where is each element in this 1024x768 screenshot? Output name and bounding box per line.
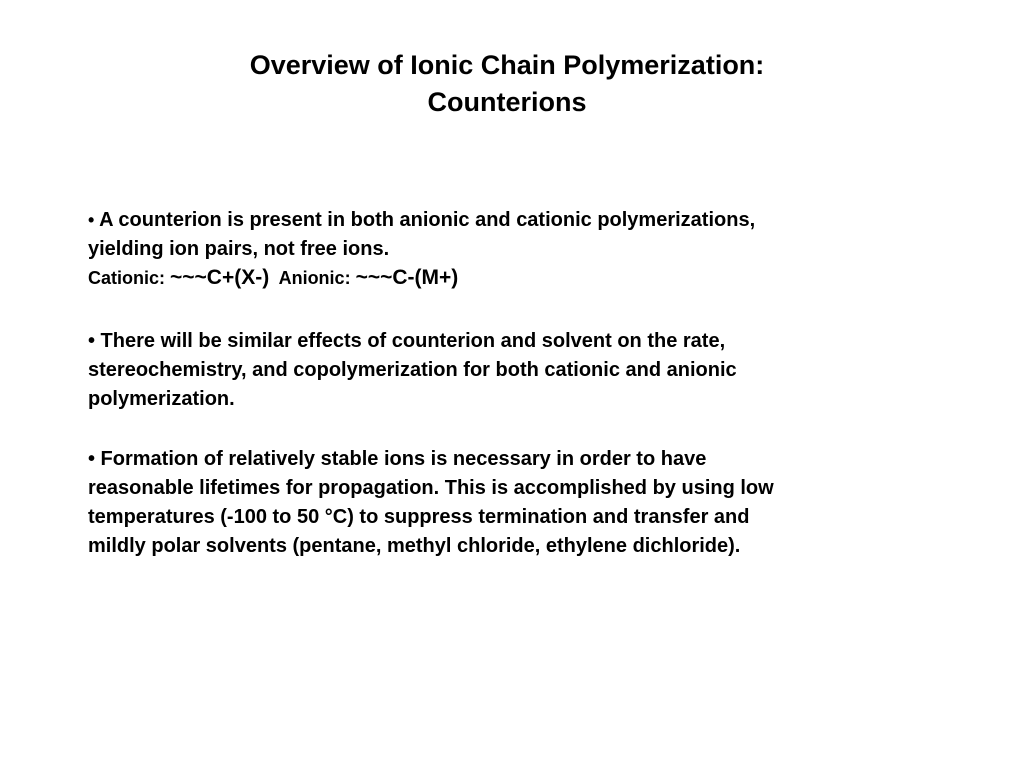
bullet-2-line-3: polymerization. <box>88 388 235 410</box>
slide-body <box>88 206 1008 561</box>
bullet-marker: • <box>88 210 95 230</box>
bullet-1-line-2: yielding ion pairs, not free ions. <box>88 238 390 260</box>
bullet-3-line-2: reasonable lifetimes for propagation. This is accomplished by using low <box>88 477 774 499</box>
anionic-label: Anionic: <box>269 268 356 288</box>
ion-pair-formulas <box>88 263 1008 293</box>
slide-title <box>0 47 1024 121</box>
bullet-2-line-1: • There will be similar effects of counterion and solvent on the rate, <box>88 330 726 352</box>
title-line-2: Counterions <box>427 87 587 117</box>
title-line-1: Overview of Ionic Chain Polymerization: <box>249 50 765 80</box>
cationic-label: Cationic: <box>88 268 171 288</box>
cationic-formula: ~~~C+(X-) <box>170 266 270 289</box>
bullet-1-line-1 <box>88 206 1008 235</box>
bullet-counterion-present <box>88 206 1008 293</box>
spacer <box>88 293 1008 327</box>
anionic-formula: ~~~C-(M+) <box>355 266 459 289</box>
bullet-3-line-3: temperatures (-100 to 50 °C) to suppress termination and transfer and <box>88 506 750 528</box>
bullet-1-line-1-text: A counterion is present in both anionic and cationic polymerizations, <box>94 209 756 231</box>
spacer <box>88 414 1008 445</box>
bullet-stable-ions <box>88 445 1008 561</box>
bullet-similar-effects <box>88 327 1008 414</box>
bullet-2-line-2: stereochemistry, and copolymerization for both cationic and anionic <box>88 359 737 381</box>
bullet-3-line-1: • Formation of relatively stable ions is necessary in order to have <box>88 448 707 470</box>
bullet-3-line-4: mildly polar solvents (pentane, methyl chloride, ethylene dichloride). <box>88 535 741 557</box>
